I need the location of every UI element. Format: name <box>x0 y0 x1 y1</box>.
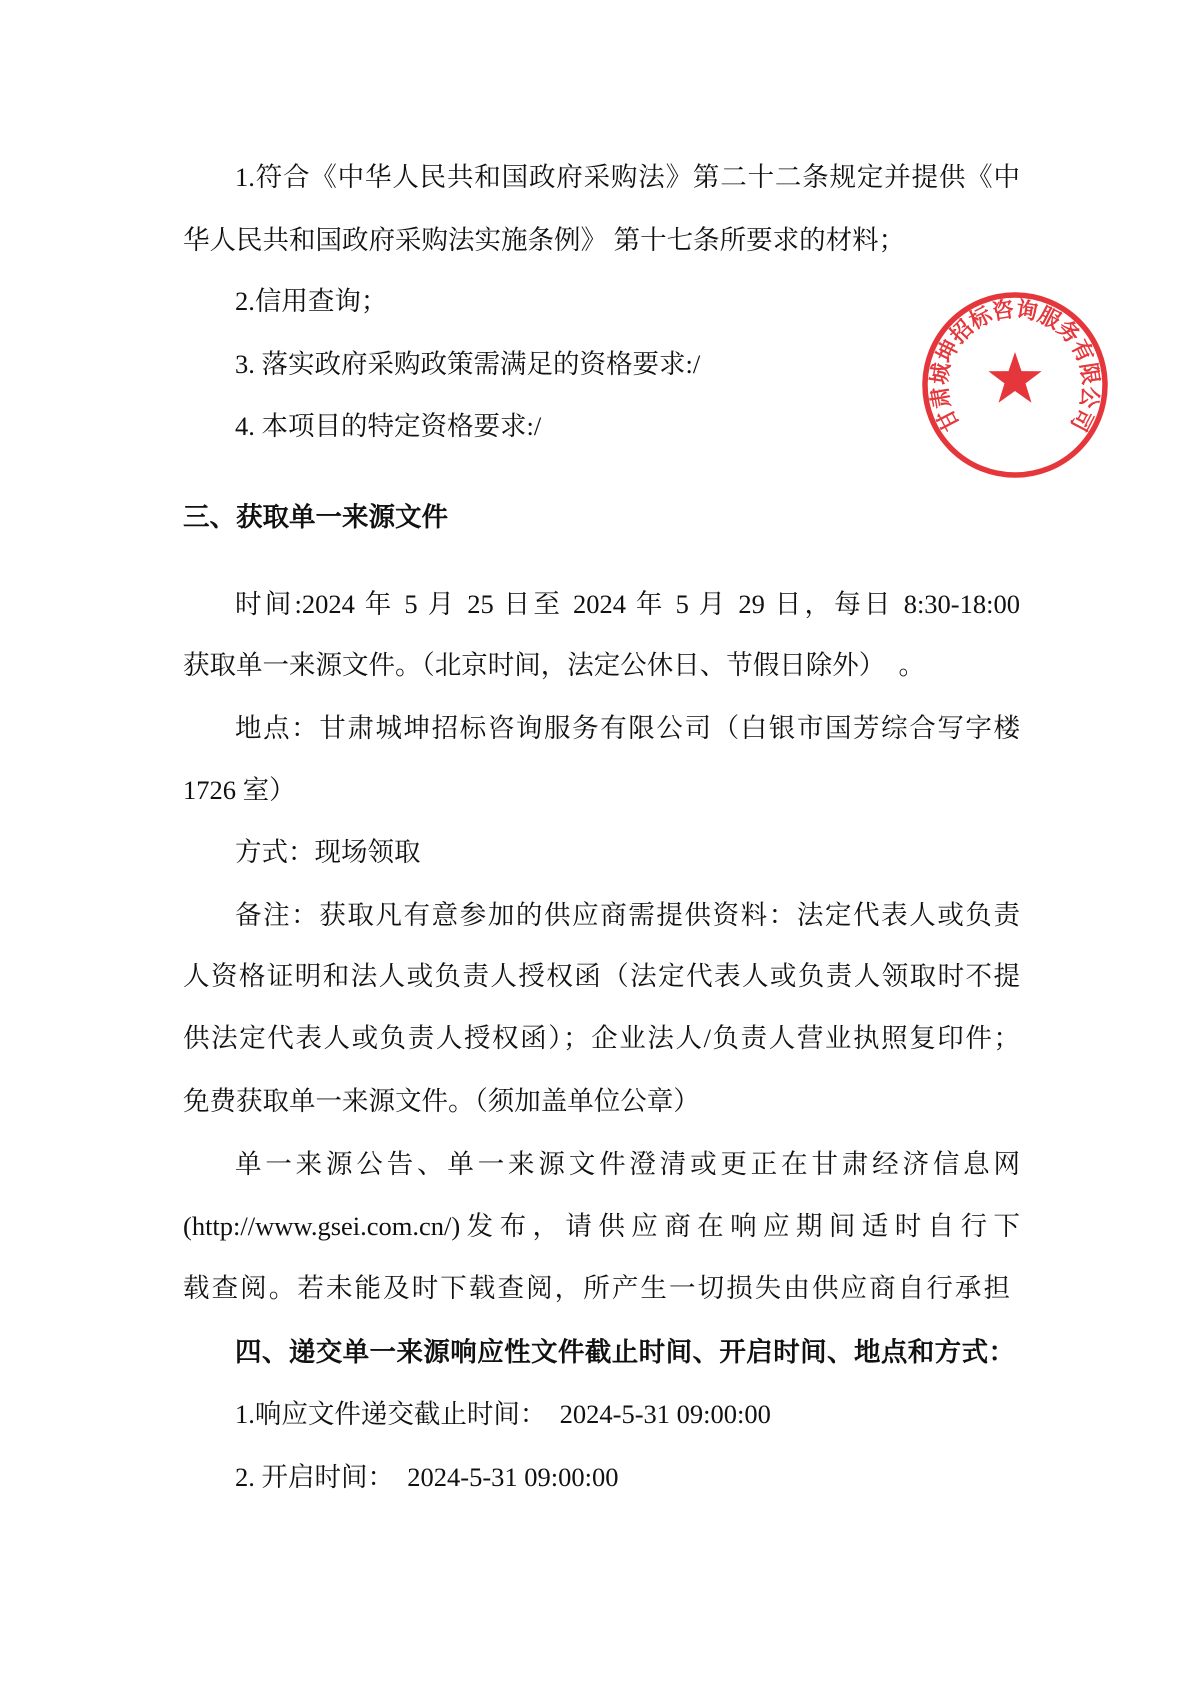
section3-notice-line-1: 单一来源公告、单一来源文件澄清或更正在甘肃经济信息网 <box>235 1149 1020 1179</box>
section3-heading: 三、获取单一来源文件 <box>183 502 448 532</box>
section3-location-line-1: 地点：甘肃城坤招标咨询服务有限公司（白银市国芳综合写字楼 <box>235 713 1020 743</box>
section3-method: 方式：现场领取 <box>235 837 421 867</box>
section3-time-line-2: 获取单一来源文件。（北京时间，法定公休日、节假日除外） 。 <box>183 650 925 680</box>
section3-notice-line-2: (http://www.gsei.com.cn/)发布，请供应商在响应期间适时自行下 <box>183 1211 1020 1241</box>
section3-remarks-line-3: 供法定代表人或负责人授权函）；企业法人/负责人营业执照复印件； <box>183 1023 1020 1053</box>
section4-item-2: 2. 开启时间： 2024-5-31 09:00:00 <box>235 1462 619 1492</box>
qualification-item-3: 3. 落实政府采购政策需满足的资格要求:/ <box>235 349 701 379</box>
section4-item-1: 1.响应文件递交截止时间： 2024-5-31 09:00:00 <box>235 1399 771 1429</box>
section3-remarks-line-1: 备注：获取凡有意参加的供应商需提供资料：法定代表人或负责 <box>235 900 1020 930</box>
qualification-item-2: 2.信用查询； <box>235 286 388 316</box>
section3-time-line-1: 时间:2024 年 5 月 25 日至 2024 年 5 月 29 日，每日 8:30-18:00 <box>235 589 1020 619</box>
star-icon <box>988 352 1041 403</box>
company-seal <box>915 285 1115 485</box>
section3-location-line-2: 1726 室） <box>183 775 296 805</box>
seal-text: 甘肃城坤招标咨询服务有限公司 <box>926 296 1104 436</box>
section4-heading: 四、递交单一来源响应性文件截止时间、开启时间、地点和方式： <box>235 1337 1015 1367</box>
section3-notice-line-3: 载查阅。若未能及时下载查阅，所产生一切损失由供应商自行承担 <box>183 1273 1010 1303</box>
section3-remarks-line-2: 人资格证明和法人或负责人授权函（法定代表人或负责人领取时不提 <box>183 961 1020 991</box>
qualification-item-4: 4. 本项目的特定资格要求:/ <box>235 411 542 441</box>
qualification-item-1-line-2: 华人民共和国政府采购法实施条例》 第十七条所要求的材料； <box>183 225 906 255</box>
section3-remarks-line-4: 免费获取单一来源文件。（须加盖单位公章） <box>183 1086 700 1116</box>
qualification-item-1-line-1: 1.符合《中华人民共和国政府采购法》第二十二条规定并提供《中 <box>235 162 1020 192</box>
